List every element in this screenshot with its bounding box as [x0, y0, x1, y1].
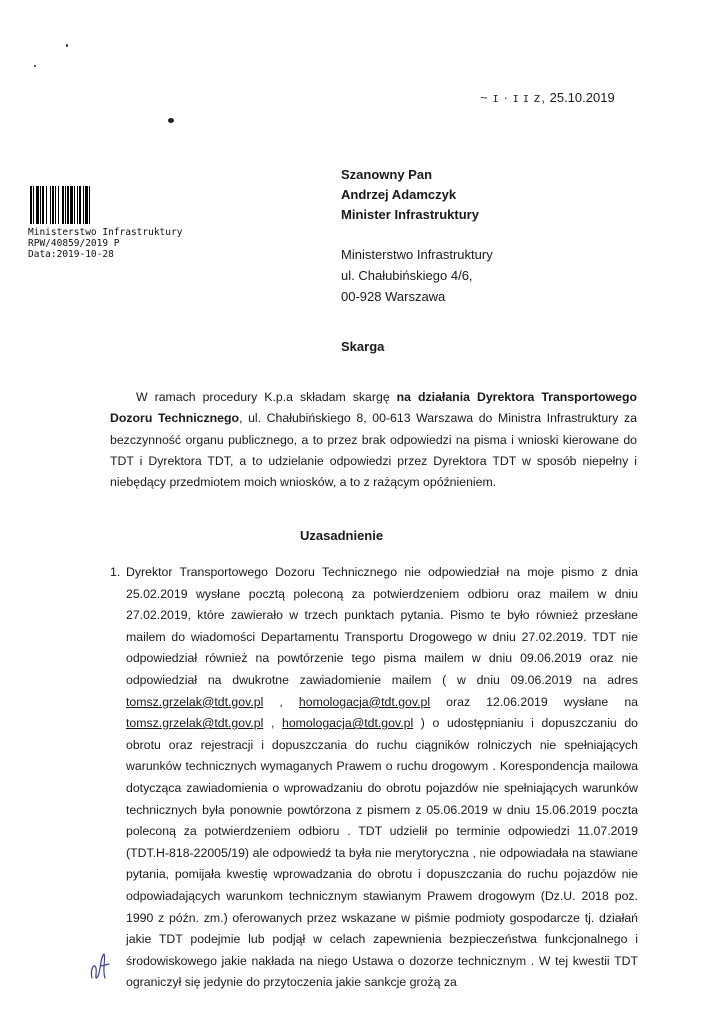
addressee-block	[341, 165, 479, 225]
intro-paragraph	[110, 387, 637, 493]
scan-speck	[66, 44, 68, 47]
email-link[interactable]: homologacja@tdt.gov.pl	[298, 694, 431, 709]
addressee-role: Minister Infrastruktury	[341, 207, 479, 222]
addressee-street: ul. Chałubińskiego 4/6,	[341, 268, 473, 283]
stamp-date: Data:2019-10-28	[28, 249, 114, 260]
scan-speck	[168, 118, 174, 123]
registry-stamp	[28, 227, 182, 260]
salutation: Szanowny Pan	[341, 167, 433, 182]
item-text: Dyrektor Transportowego Dozoru Technicznego nie odpowiedział na moje pismo z dnia 25.02.2019 wysłane pocztą poleconą za potwierdzeniem odbioru oraz mailem w dniu 27.02.2019, które zawierało w trzech punktach pytania. Pismo te było również przesłane mailem do wiadomości Departamentu Transportu Drogowego w dniu 27.02.2019. TDT nie odpowiedział również na powtórzenie tego pisma mailem w dniu 09.06.2019 oraz nie odpowiedział na dwukrotne zawiadomienie mailem ( w dniu 09.06.2019 na adres	[126, 565, 638, 687]
handwritten-initials	[86, 948, 116, 984]
letter-date-line	[480, 90, 615, 105]
addressee-institution: Ministerstwo Infrastruktury	[341, 247, 493, 262]
item-1-paragraph	[126, 562, 638, 994]
intro-text-start: W ramach procedury K.p.a składam skargę	[136, 390, 397, 404]
item-text: ) o udostępnianiu i dopuszczaniu do obrotu oraz rejestracji i dopuszczania do ruchu ciągników rolniczych nie spełniających warunków technicznych wymaganych Prawem o ruchu drogowym . Korespondencja mailowa dotycząca zawiadomienia o wprowadzaniu do obrotu pojazdów nie spełniających warunków technicznych była ponownie powtórzona z pismem z 05.06.2019 w dniu 15.06.2019 poczta poleconą za potwierdzeniem odbioru . TDT udzielił po terminie odpowiedzi 11.07.2019 (TDT.H-818-22005/19) ale odpowiedź ta była nie merytoryczna , nie odpowiadała na stawiane pytania, pomijała kwestię wprowadzania do obrotu i dopuszczania do ruchu pojazdów nie odpowiadających warunkom technicznym stawianym Prawem drogowym (Dz.U. 2018 poz. 1990 z późn. zm.) oferowanych przez wskazane w piśmie podmioty gospodarcze tj. działań jakie TDT podejmie lub podjął w celach zapewnienia bezpieczeństwa funkcjonalnego i środowiskowego jakie nakłada na niego Ustawa o dozorze technicznym . W tej kwestii TDT ograniczył się jedynie do przytoczenia jakie sankcje grożą za	[126, 716, 639, 990]
item-number: 1.	[110, 565, 121, 579]
barcode-bar	[90, 186, 92, 224]
intro-bold-subject: na działania Dyrektora Transportowego Dozoru Technicznego	[110, 390, 638, 426]
date-scribble: ~ ɪ · ɪ ɪ z,	[480, 90, 546, 105]
letter-date: 25.10.2019	[549, 90, 615, 105]
addressee-city: 00-928 Warszawa	[341, 289, 446, 304]
addressee-address	[341, 244, 493, 307]
scan-speck	[34, 65, 36, 67]
item-text: ,	[263, 694, 299, 709]
item-text: ,	[263, 716, 282, 731]
item-text: oraz 12.06.2019 wysłane na	[430, 694, 638, 709]
document-title: Skarga	[341, 339, 385, 354]
registry-barcode	[30, 186, 136, 224]
section-title: Uzasadnienie	[300, 528, 384, 543]
intro-text-end: , ul. Chałubińskiego 8, 00-613 Warszawa do Ministra Infrastruktury za bezczynność organu publicznego, a to przez brak odpowiedzi na pisma i wnioski kierowane do TDT i Dyrektora TDT, a to udzielanie odpowiedzi przez Dyrektora TDT w sposób niepełny i niebędący przedmiotem moich wniosków, a to z rażącym opóźnieniem.	[110, 411, 638, 490]
stamp-institution: Ministerstwo Infrastruktury	[28, 227, 183, 238]
stamp-registry-number: RPW/40859/2019 P	[28, 238, 120, 249]
email-link[interactable]: homologacja@tdt.gov.pl	[281, 716, 414, 731]
email-link[interactable]: tomsz.grzelak@tdt.gov.pl	[126, 716, 264, 731]
email-link[interactable]: tomsz.grzelak@tdt.gov.pl	[126, 694, 264, 709]
addressee-name: Andrzej Adamczyk	[341, 187, 457, 202]
